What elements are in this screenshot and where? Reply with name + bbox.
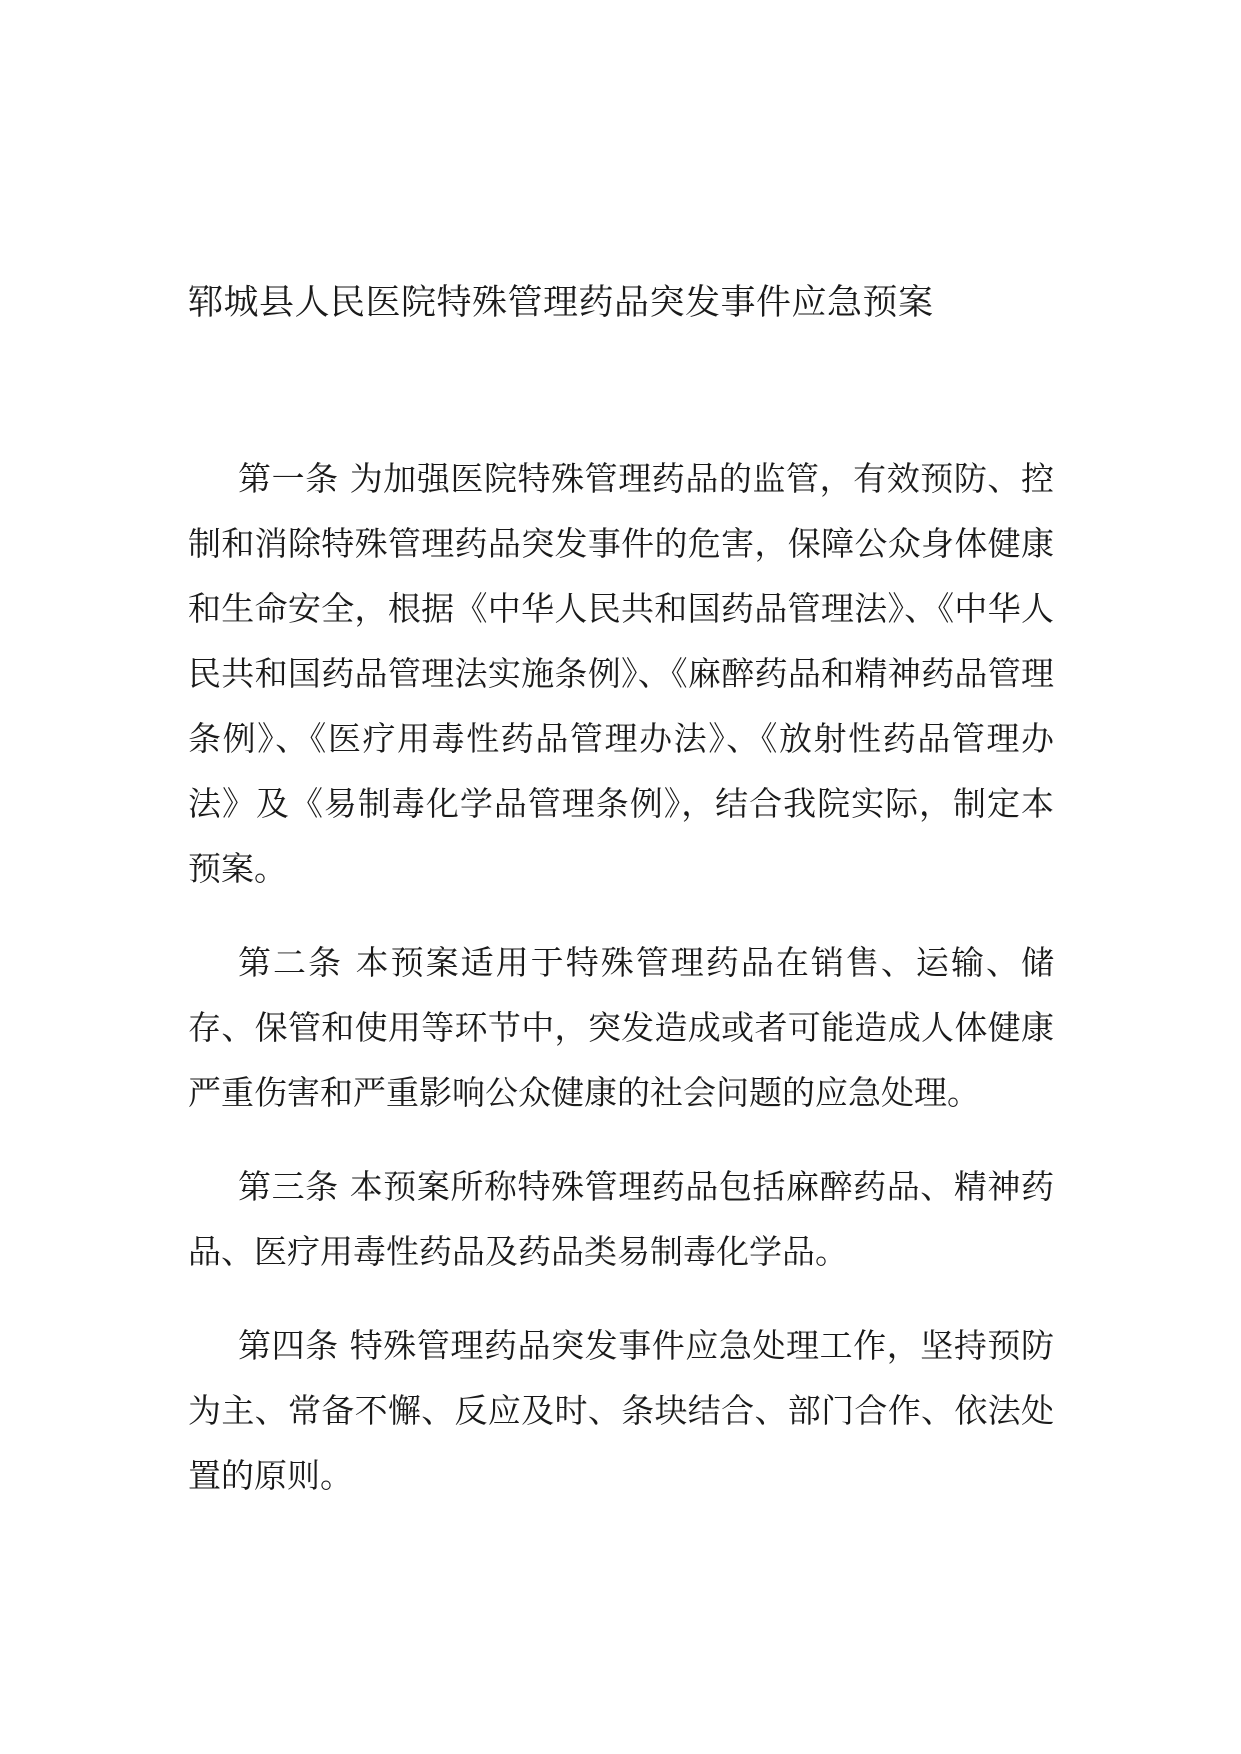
document-title: 郓城县人民医院特殊管理药品突发事件应急预案 <box>188 283 934 323</box>
article-2-paragraph: 第二条 本预案适用于特殊管理药品在销售、运输、储存、保管和使用等环节中，突发造成或者可能造成人体健康严重伤害和严重影响公众健康的社会问题的应急处理。 <box>188 943 1054 1112</box>
article-1-paragraph: 第一条 为加强医院特殊管理药品的监管，有效预防、控制和消除特殊管理药品突发事件的危害，保障公众身体健康和生命安全，根据《中华人民共和国药品管理法》、《中华人民共和国药品管理法实施条例》、《麻醉药品和精神药品管理条例》、《医疗用毒性药品管理办法》、《放射性药品管理办法》及《易制毒化学品管理条例》，结合我院实际，制定本预案。 <box>188 459 1054 888</box>
article-4-paragraph: 第四条 特殊管理药品突发事件应急处理工作，坚持预防为主、常备不懈、反应及时、条块结合、部门合作、依法处置的原则。 <box>188 1326 1054 1495</box>
document-body <box>188 446 1054 1537</box>
article-3-paragraph: 第三条 本预案所称特殊管理药品包括麻醉药品、精神药品、医疗用毒性药品及药品类易制毒化学品。 <box>188 1167 1054 1271</box>
